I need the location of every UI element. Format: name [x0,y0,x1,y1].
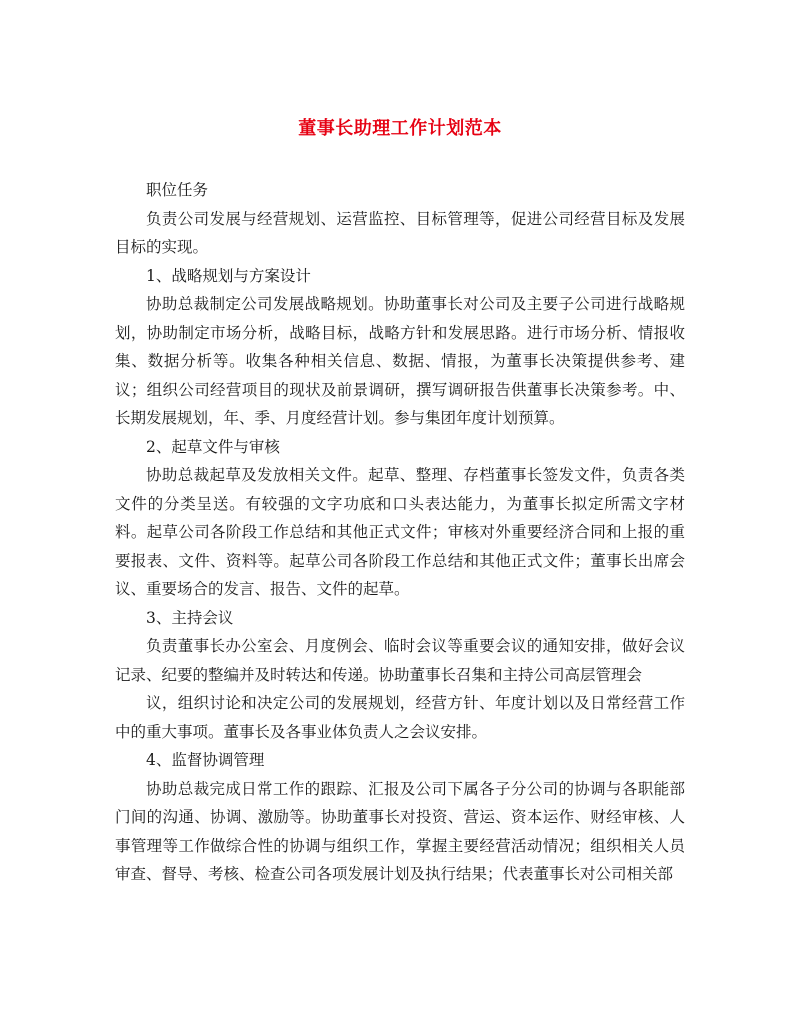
paragraph-heading: 1、战略规划与方案设计 [146,266,311,285]
paragraph: 负责董事长办公室会、月度例会、临时会议等重要会议的通知安排，做好会议记录、纪要的整编并及时转达和传递。协助董事长召集和主持公司高层管理会 [115,637,685,684]
document-body [115,176,685,889]
paragraph-heading: 4、监督协调管理 [146,751,265,769]
paragraph: 负责公司发展与经营规划、运营监控、目标管理等，促进公司经营目标及发展目标的实现。 [115,209,685,256]
paragraph: 协助总裁起草及发放相关文件。起草、整理、存档董事长签发文件，负责各类文件的分类呈送。有较强的文字功底和口头表达能力，为董事长拟定所需文字材料。起草公司各阶段工作总结和其他正式文件；审核对外重要经济合同和上报的重要报表、文件、资料等。起草公司各阶段工作总结和其他正式文件；董事长出席会议、重要场合的发言、报告、文件的起草。 [115,466,685,598]
paragraph: 协助总裁制定公司发展战略规划。协助董事长对公司及主要子公司进行战略规划，协助制定市场分析，战略目标，战略方针和发展思路。进行市场分析、情报收集、数据分析等。收集各种相关信息、数据、情报，为董事长决策提供参考、建议；组织公司经营项目的现状及前景调研，撰写调研报告供董事长决策参考。中、长期发展规划，年、季、月度经营计划。参与集团年度计划预算。 [115,295,685,427]
document-title: 董事长助理工作计划范本 [298,118,502,139]
paragraph-section-heading: 职位任务 [146,181,209,199]
paragraph: 议，组织讨论和决定公司的发展规划，经营方针、年度计划以及日常经营工作中的重大事项。董事长及各事业体负责人之会议安排。 [115,694,685,741]
paragraph-heading: 2、起草文件与审核 [146,437,280,456]
paragraph-heading: 3、主持会议 [146,608,234,627]
paragraph: 协助总裁完成日常工作的跟踪、汇报及公司下属各子分公司的协调与各职能部门间的沟通、协调、激励等。协助董事长对投资、营运、资本运作、财经审核、人事管理等工作做综合性的协调与组织工作，掌握主要经营活动情况；组织相关人员审查、督导、考核、检查公司各项发展计划及执行结果；代表董事长对公司相关部 [115,779,685,883]
